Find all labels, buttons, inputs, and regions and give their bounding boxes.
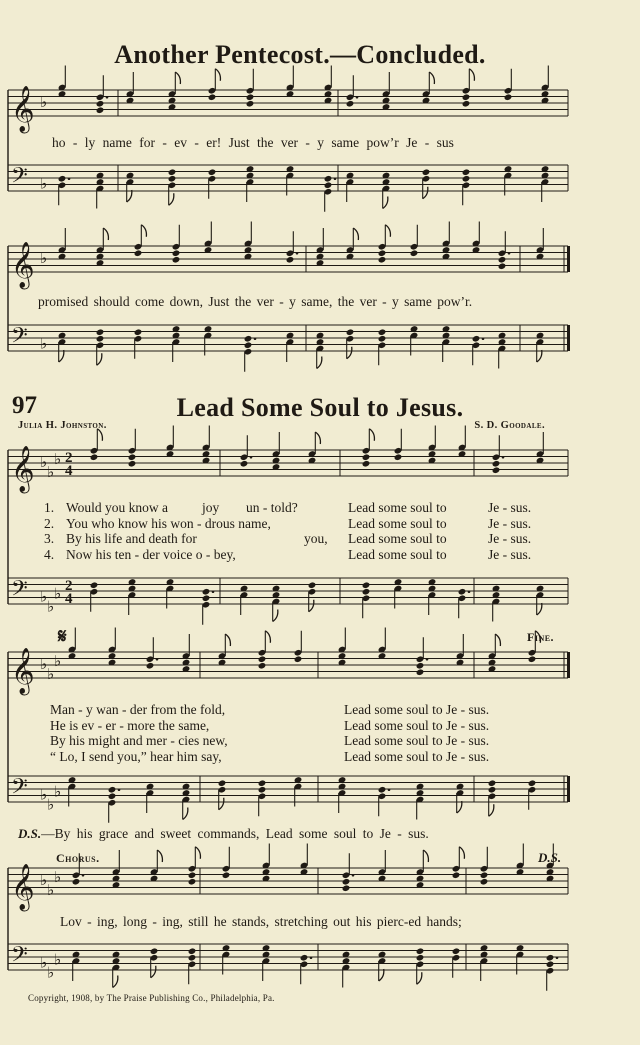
note-chord (378, 328, 387, 365)
note-chord (378, 786, 391, 816)
note-chord (342, 853, 355, 892)
note-chord (182, 783, 191, 820)
note-chord (472, 335, 485, 365)
verse-text: Lead some soul to (348, 531, 447, 546)
staff (8, 222, 570, 291)
verse-line (50, 749, 489, 765)
verse-number: 2. (44, 515, 55, 531)
hymn-number: 97 (12, 392, 37, 419)
verse-line (44, 516, 531, 532)
time-signature-top: 2 (65, 450, 73, 466)
note-chord (378, 850, 387, 882)
staff (8, 324, 570, 372)
staff (8, 628, 570, 697)
note-chord (442, 325, 451, 362)
flat-icon: ♭ (47, 880, 55, 899)
note-chord (188, 847, 201, 886)
note-chord (244, 335, 257, 372)
note-chord (112, 951, 121, 988)
note-chord (338, 628, 347, 667)
treble-clef-icon: 𝄞 (11, 86, 35, 132)
flat-icon: ♭ (54, 950, 62, 969)
note-chord (416, 947, 425, 984)
note-chord (286, 332, 295, 362)
hymn-title: Lead Some Soul to Jesus. (176, 393, 464, 422)
staff (8, 775, 570, 823)
verse-number: 3. (44, 531, 55, 546)
flat-icon: ♭ (40, 174, 48, 193)
note-chord (452, 947, 461, 977)
note-chord (324, 175, 337, 212)
lyric-line: ho - ly name for - ev - er! Just the ver - y same pow’r Je - sus (52, 135, 454, 150)
note-chord (458, 588, 471, 618)
note-chord (416, 850, 429, 889)
note-chord (382, 72, 391, 111)
note-chord (150, 947, 159, 977)
note-chord (244, 222, 253, 261)
note-chord (68, 628, 77, 660)
note-chord (346, 228, 359, 260)
flat-icon: ♭ (40, 587, 48, 606)
note-chord (546, 954, 559, 991)
verse-text: Je - sus. (488, 531, 532, 546)
flat-icon: ♭ (40, 93, 48, 111)
verse-text: You who know his won - drous name, (66, 515, 271, 531)
note-chord (150, 850, 163, 882)
note-chord (166, 426, 175, 458)
note-chord (108, 628, 117, 667)
note-chord (536, 432, 545, 464)
note-chord (346, 172, 355, 202)
note-chord (428, 578, 437, 615)
chorus-lyric: Lov - ing, long - ing, still he stands, stretching out his pierc-ed hands; (60, 914, 462, 929)
verse-text: joy (202, 500, 220, 515)
verse-text: Now his ten - der voice o - bey, (66, 546, 236, 562)
note-chord (456, 783, 465, 813)
bass-clef-icon: 𝄢 (11, 942, 28, 973)
note-chord (316, 228, 325, 267)
copyright-notice: Copyright, 1908, by The Praise Publishing Co., Philadelphia, Pa. (28, 993, 275, 1003)
note-chord (346, 328, 355, 358)
note-chord (218, 634, 231, 666)
fine-mark: Fine. (527, 630, 555, 644)
note-chord (108, 786, 121, 823)
verse-line (50, 733, 489, 749)
note-chord (240, 585, 249, 615)
note-chord (338, 776, 347, 813)
flat-icon: ♭ (40, 334, 48, 353)
note-chord (202, 426, 211, 465)
ds-line (18, 826, 429, 842)
verse-text: you, (304, 531, 328, 546)
lyric-line: promised should come down, Just the ver - y same, the ver - y same pow’r. (38, 294, 473, 309)
note-chord (456, 634, 465, 666)
flat-icon: ♭ (40, 785, 48, 804)
verse-text: Lead some soul to (348, 515, 447, 531)
note-chord (541, 66, 550, 105)
note-chord (262, 844, 271, 883)
note-chord (128, 578, 137, 615)
note-chord (172, 325, 181, 362)
verse-text: By his might and mer - cies new, (50, 733, 228, 748)
verse-line (44, 531, 531, 547)
verse-text: Lead some soul to Je - sus. (344, 748, 490, 764)
note-chord (96, 228, 109, 267)
flat-icon: ♭ (47, 664, 55, 683)
note-chord (480, 944, 489, 981)
note-chord (90, 581, 99, 611)
time-signature-top: 2 (65, 578, 73, 594)
note-chord (112, 850, 121, 889)
flat-icon: ♭ (40, 871, 48, 889)
note-chord (286, 66, 295, 98)
note-chord (258, 631, 271, 670)
verse-text: Would you know a (66, 500, 169, 515)
note-chord (382, 172, 391, 209)
note-chord (58, 66, 67, 98)
verse-text: By his life and death for (66, 531, 197, 546)
staff (8, 943, 568, 991)
staff (8, 66, 568, 135)
verse-text: Lead some soul to Je - sus. (344, 733, 490, 748)
bass-clef-icon: 𝄢 (11, 323, 28, 354)
note-chord (258, 779, 267, 816)
note-chord (462, 168, 471, 205)
verse-text: He is ev - er - more the same, (50, 717, 210, 733)
note-chord (498, 231, 511, 270)
note-chord (246, 165, 255, 202)
note-chord (472, 222, 481, 254)
bass-clef-icon: 𝄢 (11, 163, 28, 194)
note-chord (126, 72, 135, 104)
note-chord (182, 634, 191, 673)
chorus-ds-mark: D.S. (538, 850, 562, 865)
bass-clef-icon: 𝄢 (11, 576, 28, 607)
note-chord (72, 951, 81, 981)
verse-line (44, 547, 531, 563)
note-chord (416, 783, 425, 820)
verse-block (44, 500, 531, 562)
note-chord (316, 332, 325, 369)
bass-clef-icon: 𝄢 (11, 774, 28, 805)
time-signature-bottom: 4 (65, 591, 73, 607)
note-chord (96, 172, 105, 209)
note-chord (202, 588, 215, 625)
verse-number: 1. (44, 500, 55, 515)
verse-number: 4. (44, 546, 55, 562)
note-chord (362, 581, 371, 618)
note-chord (172, 225, 181, 264)
note-chord (96, 75, 109, 114)
note-chord (134, 328, 143, 358)
verse-text: Lead some soul to Je - sus. (344, 717, 490, 733)
verse-block (50, 702, 489, 764)
flat-icon: ♭ (47, 795, 55, 814)
flat-icon: ♭ (47, 462, 55, 481)
note-chord (324, 66, 333, 105)
note-chord (218, 779, 227, 809)
time-signature-bottom: 4 (65, 463, 73, 479)
staff (8, 577, 568, 625)
note-chord (416, 637, 429, 676)
note-chord (378, 225, 391, 264)
note-chord (300, 954, 313, 984)
note-chord (422, 168, 431, 198)
treble-clef-icon: 𝄞 (11, 648, 35, 694)
note-chord (488, 634, 501, 673)
flat-icon: ♭ (54, 782, 62, 801)
note-chord (488, 779, 497, 816)
note-chord (536, 585, 545, 615)
note-chord (58, 175, 71, 205)
note-chord (308, 581, 317, 611)
note-chord (480, 847, 489, 886)
note-chord (516, 844, 525, 876)
note-chord (300, 844, 309, 876)
note-chord (541, 165, 550, 202)
note-chord (126, 172, 135, 202)
flat-icon: ♭ (54, 449, 62, 468)
flat-icon: ♭ (40, 655, 48, 673)
flat-icon: ♭ (54, 651, 62, 670)
staff (8, 164, 568, 212)
note-chord (458, 426, 467, 458)
author-credit: Julia H. Johnston. (18, 420, 107, 431)
note-chord (96, 328, 105, 365)
note-chord (128, 429, 137, 468)
flat-icon: ♭ (40, 249, 48, 267)
note-chord (428, 426, 437, 465)
treble-clef-icon: 𝄞 (11, 242, 35, 288)
treble-clef-icon: 𝄞 (11, 864, 35, 910)
note-chord (378, 628, 387, 660)
note-chord (308, 432, 321, 464)
note-chord (342, 951, 351, 988)
note-chord (168, 168, 177, 205)
flat-icon: ♭ (40, 453, 48, 471)
note-chord (422, 72, 435, 104)
page-title: Another Pentecost.—Concluded. (114, 40, 486, 69)
verse-text: Je - sus. (488, 546, 532, 562)
note-chord (362, 429, 375, 468)
note-chord (378, 951, 387, 981)
note-chord (492, 435, 505, 474)
flat-icon: ♭ (40, 953, 48, 972)
treble-clef-icon: 𝄞 (11, 446, 35, 492)
verse-line (50, 702, 489, 718)
ds-text: —By his grace and sweet commands, Lead some soul to Je - sus. (41, 826, 429, 841)
note-chord (272, 585, 281, 622)
note-chord (492, 585, 501, 622)
note-chord (262, 944, 271, 981)
verse-text: Man - y wan - der from the fold, (50, 702, 226, 717)
flat-icon: ♭ (47, 963, 55, 982)
note-chord (536, 332, 545, 362)
flat-icon: ♭ (54, 584, 62, 603)
verse-line (44, 500, 531, 516)
verse-line (50, 718, 489, 734)
note-chord (246, 69, 255, 108)
verse-text: Je - sus. (488, 515, 532, 531)
segno-sign: 𝄋 (58, 626, 67, 648)
verse-text: Lead some soul to (348, 500, 447, 515)
verse-text: Lead some soul to (348, 546, 447, 562)
note-chord (442, 222, 451, 261)
note-chord (272, 432, 281, 471)
note-chord (536, 228, 545, 260)
note-chord (146, 783, 155, 813)
note-chord (208, 168, 217, 198)
verse-text: Lead some soul to Je - sus. (344, 702, 490, 717)
verse-text: Je - sus. (488, 500, 532, 515)
note-chord (188, 947, 197, 984)
staff (8, 426, 568, 495)
note-chord (168, 72, 181, 111)
flat-icon: ♭ (47, 597, 55, 616)
flat-icon: ♭ (54, 867, 62, 886)
verse-text: “ Lo, I send you,” hear him say, (50, 748, 222, 764)
verse-text: un - told? (246, 500, 298, 515)
note-chord (204, 222, 213, 254)
note-chord (498, 332, 507, 369)
note-chord (462, 69, 475, 108)
note-chord (58, 228, 67, 260)
chorus-label: Chorus. (56, 851, 100, 865)
note-chord (528, 779, 537, 809)
ds-label: D.S. (18, 826, 42, 841)
composer-credit: S. D. Goodale. (474, 420, 545, 431)
note-chord (58, 332, 67, 362)
